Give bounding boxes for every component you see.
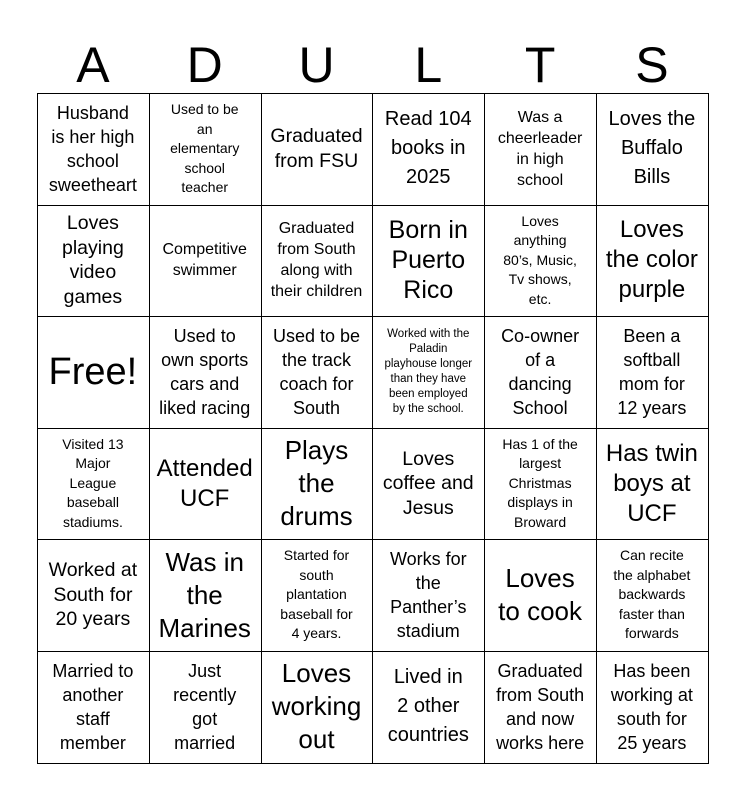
bingo-cell[interactable] [484,93,597,206]
bingo-cell-text: Loves to cook [498,563,582,627]
bingo-cell[interactable] [149,539,262,652]
bingo-cell[interactable] [37,428,150,541]
bingo-cell[interactable] [261,93,374,206]
bingo-cell[interactable] [149,316,262,429]
bingo-cell[interactable] [596,428,709,541]
bingo-grid [37,93,708,763]
header-letter-d: D [186,37,223,93]
header-letter-u: U [298,37,335,93]
bingo-cell-text: Has 1 of the largest Christmas displays in Broward [502,435,578,530]
bingo-cell-text: Loves working out [271,658,362,755]
bingo-cell[interactable] [261,316,374,429]
bingo-cell[interactable] [484,539,597,652]
bingo-cell-text: Attended UCF [156,454,253,512]
bingo-cell[interactable] [372,316,485,429]
bingo-cell-text: Lived in 2 other countries [387,666,469,747]
bingo-cell[interactable] [149,205,262,318]
bingo-cell[interactable] [596,316,709,429]
header-letter-s: S [635,37,669,93]
bingo-cell[interactable] [37,539,150,652]
bingo-cell-text: Works for the Panther’s stadium [389,549,467,642]
bingo-cell-text: Used to be the track coach for South [272,325,361,418]
bingo-cell[interactable] [596,205,709,318]
bingo-cell[interactable] [261,428,374,541]
bingo-cell-text: Worked with the Paladin playhouse longer than they have been employed by the school. [384,327,473,415]
header-letter-a: A [76,37,110,93]
bingo-cell[interactable] [484,428,597,541]
bingo-cell[interactable] [261,651,374,764]
bingo-cell[interactable] [596,93,709,206]
bingo-cell[interactable] [372,651,485,764]
bingo-cell[interactable] [149,93,262,206]
bingo-cell[interactable] [596,651,709,764]
bingo-cell-text: Graduated from South and now works here [496,660,585,753]
bingo-cell[interactable] [37,93,150,206]
header-letter-l: L [414,37,443,93]
bingo-cell-text: Free! [48,350,138,393]
bingo-cell[interactable] [37,205,150,318]
bingo-cell[interactable] [372,428,485,541]
bingo-cell-text: Married to another staff member [52,660,134,753]
bingo-cell[interactable] [261,205,374,318]
bingo-cell[interactable] [261,539,374,652]
bingo-cell-text: Just recently got married [173,660,237,753]
bingo-cell[interactable] [149,651,262,764]
bingo-cell-text: Has been working at south for 25 years [610,660,693,753]
bingo-cell-text: Competitive swimmer [162,241,247,280]
bingo-cell-text: Co-owner of a dancing School [501,325,580,418]
bingo-cell-text: Been a softball mom for 12 years [617,325,687,418]
bingo-cell-text: Was in the Marines [158,546,251,643]
bingo-cell-text: Plays the drums [280,435,353,532]
header-letter-t: T [524,37,556,93]
bingo-cell-text: Loves anything 80’s, Music, Tv shows, etc. [503,212,577,307]
bingo-cell-text: Loves the Buffalo Bills [608,108,696,189]
bingo-cell[interactable] [37,651,150,764]
bingo-cell-text: Started for south plantation baseball for 4 years. [280,547,353,642]
bingo-cell[interactable] [372,205,485,318]
bingo-cell-text: Can recite the alphabet backwards faster than forwards [613,547,691,642]
bingo-cell[interactable] [484,651,597,764]
bingo-cell[interactable] [372,539,485,652]
bingo-cell[interactable] [37,316,150,429]
bingo-cell-text: Read 104 books in 2025 [384,108,472,189]
bingo-cell-text: Graduated from South along with their children [270,220,363,301]
bingo-cell-text: Husband is her high school sweetheart [48,102,137,195]
bingo-cell-text: Visited 13 Major League baseball stadiums. [62,435,124,530]
bingo-cell-text: Has twin boys at UCF [605,439,698,527]
bingo-cell-text: Was a cheerleader in high school [497,108,583,189]
bingo-cell-text: Used to be an elementary school teacher [170,101,240,196]
bingo-cell[interactable] [596,539,709,652]
bingo-header [37,38,708,93]
bingo-cell[interactable] [484,205,597,318]
bingo-cell[interactable] [484,316,597,429]
bingo-cell-text: Loves coffee and Jesus [382,447,474,519]
bingo-cell-text: Born in Puerto Rico [388,216,468,305]
bingo-cell-text: Loves playing video games [62,212,124,308]
bingo-cell-text: Loves the color purple [605,216,698,304]
bingo-cell-text: Worked at South for 20 years [48,559,138,631]
bingo-cell[interactable] [372,93,485,206]
bingo-cell-text: Graduated from FSU [270,125,363,172]
bingo-cell-text: Used to own sports cars and liked racing [159,325,251,418]
bingo-cell[interactable] [149,428,262,541]
